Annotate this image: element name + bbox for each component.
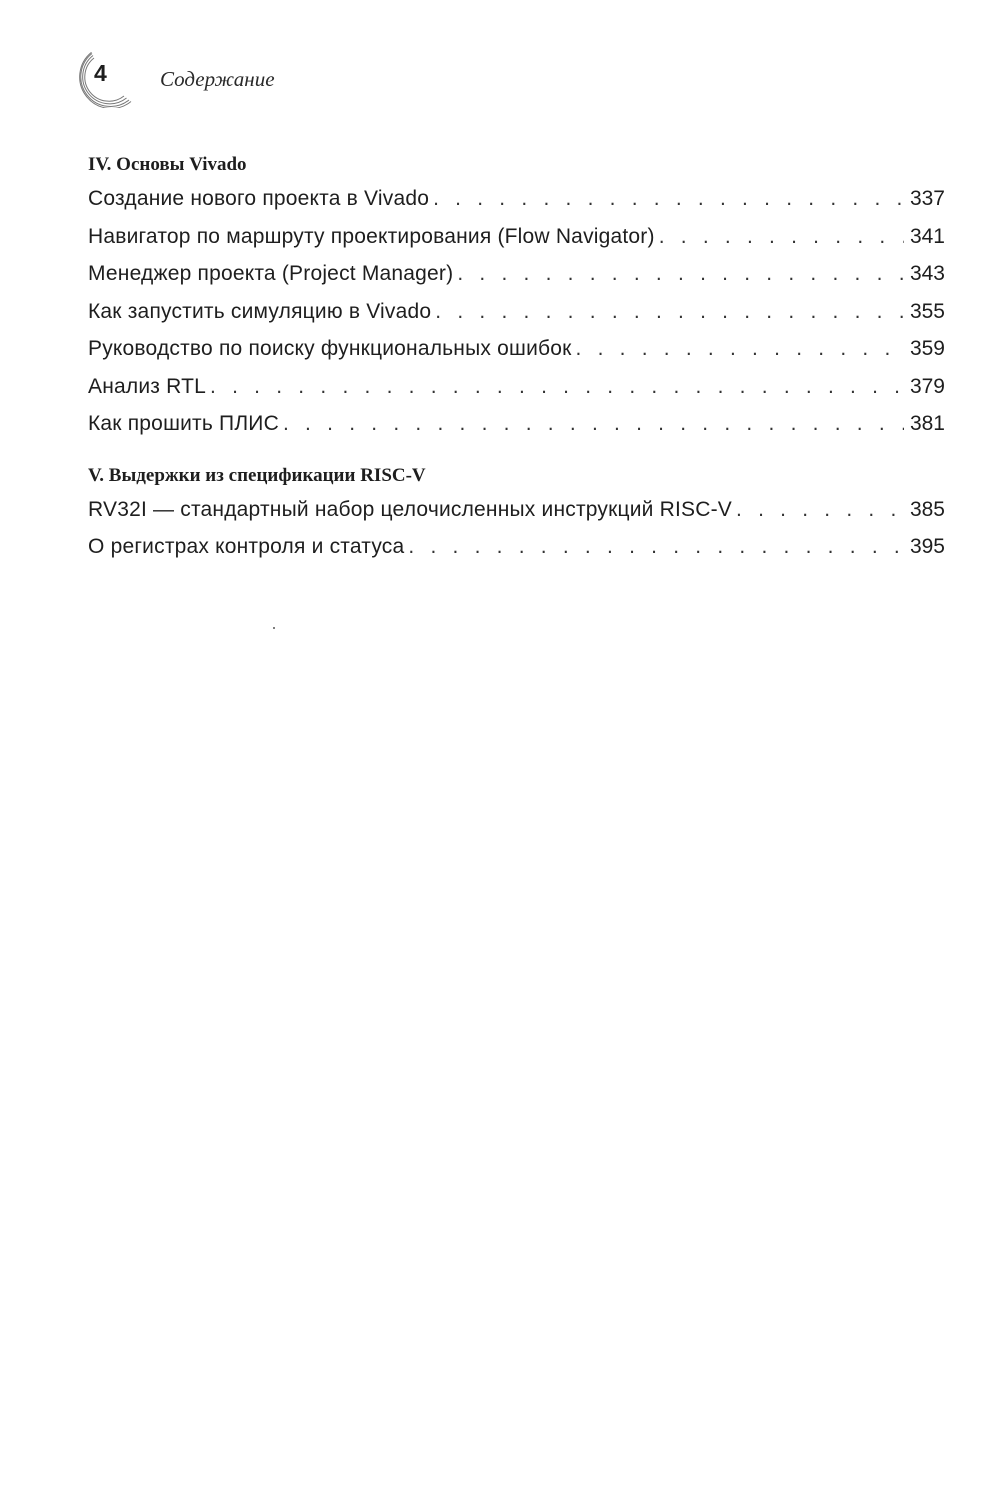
part-title: V. Выдержки из спецификации RISC-V xyxy=(88,464,426,486)
running-header xyxy=(72,52,472,108)
table-of-contents xyxy=(88,150,945,584)
dot-leader xyxy=(408,528,904,566)
entry-title: Навигатор по маршруту проектирования (Flow Navigator) xyxy=(88,224,655,248)
entry-title: О регистрах контроля и статуса xyxy=(88,535,405,558)
entry-title: Менеджер проекта (Project Manager) xyxy=(88,262,454,285)
dot-leader xyxy=(457,255,904,293)
toc-part-v xyxy=(88,461,945,566)
toc-entry[interactable] xyxy=(88,330,945,368)
page-number-mark xyxy=(72,52,132,108)
toc-entry[interactable] xyxy=(88,180,945,218)
entry-page-number: 379 xyxy=(909,374,945,398)
toc-entry[interactable] xyxy=(88,368,945,406)
dot-leader xyxy=(736,491,904,529)
dot-leader xyxy=(283,405,904,443)
entry-page-number: 341 xyxy=(909,224,945,248)
entry-page-number: 395 xyxy=(909,535,945,558)
dot-leader xyxy=(435,293,904,331)
running-title: Содержание xyxy=(160,67,275,91)
toc-entry[interactable] xyxy=(88,528,945,566)
toc-entry[interactable] xyxy=(88,405,945,443)
toc-part-iv xyxy=(88,150,945,443)
toc-entry[interactable] xyxy=(88,293,945,331)
entry-title: Создание нового проекта в Vivado xyxy=(88,187,430,210)
entry-page-number: 343 xyxy=(909,262,945,285)
dot-leader xyxy=(210,368,904,406)
entry-title: RV32I — стандартный набор целочисленных инструкций RISC-V xyxy=(88,497,733,521)
part-title: IV. Основы Vivado xyxy=(88,154,247,175)
dot-leader xyxy=(433,180,904,218)
entry-page-number: 337 xyxy=(909,187,945,210)
entry-page-number: 355 xyxy=(909,299,945,323)
dot-leader xyxy=(576,330,904,368)
entry-page-number: 381 xyxy=(909,412,945,435)
page-number: 4 xyxy=(94,60,107,86)
entry-title: Как запустить симуляцию в Vivado xyxy=(88,299,432,323)
dot-leader xyxy=(659,218,904,256)
toc-entry[interactable] xyxy=(88,255,945,293)
entry-title: Руководство по поиску функциональных ошибок xyxy=(88,337,572,360)
entry-title: Анализ RTL xyxy=(88,374,207,398)
entry-page-number: 359 xyxy=(909,337,945,360)
entry-title: Как прошить ПЛИС xyxy=(88,412,279,435)
toc-entry[interactable] xyxy=(88,218,945,256)
paper-speck xyxy=(273,627,275,629)
entry-page-number: 385 xyxy=(909,497,945,521)
toc-entry[interactable] xyxy=(88,491,945,529)
